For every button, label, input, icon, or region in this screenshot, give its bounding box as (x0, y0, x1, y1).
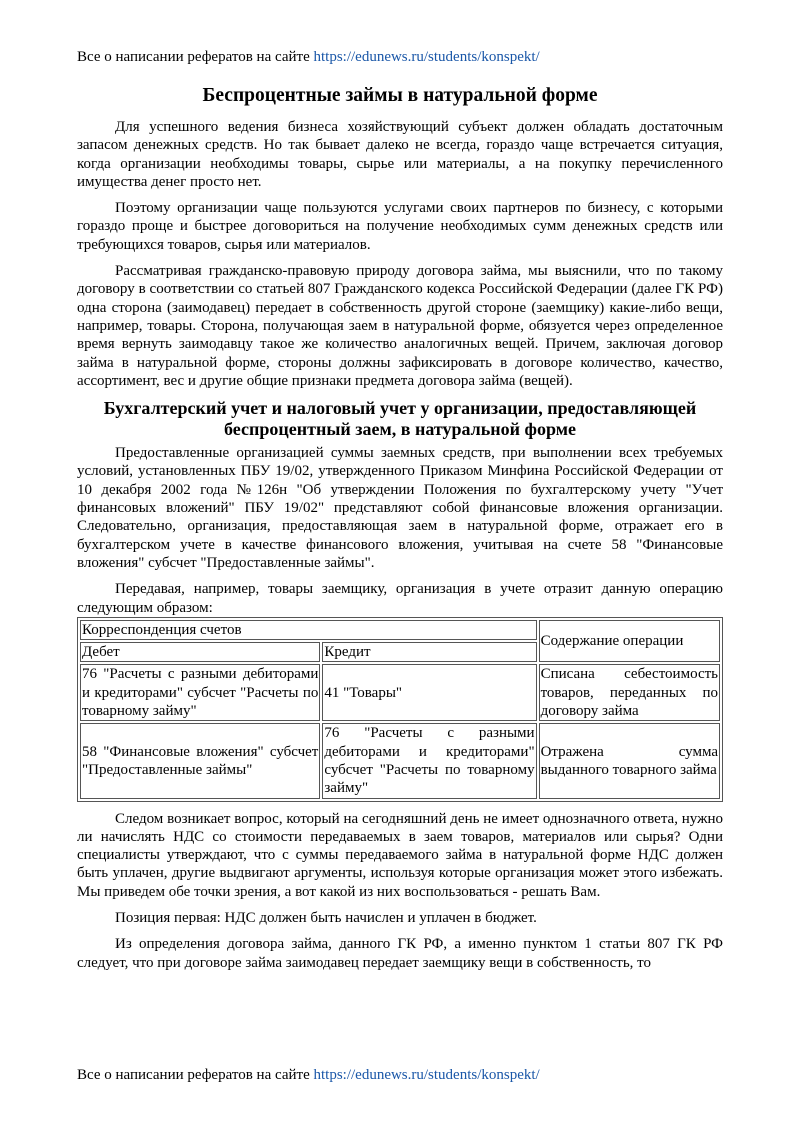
paragraph: Поэтому организации чаще пользуются услугами своих партнеров по бизнесу, с которыми гораздо проще и быстрее договориться на получение необходимых сумм денежных средств или требующихся товаров, сырья или материалов. (77, 200, 723, 253)
table-header-row (80, 620, 720, 640)
table-row (80, 664, 720, 721)
header-operation-content: Содержание операции (539, 620, 720, 663)
paragraph: Рассматривая гражданско-правовую природу договора займа, мы выяснили, что по такому договору в соответствии со статьей 807 Гражданского кодекса Российской Федерации (далее ГК РФ) одна сторона (заимодавец) передает в собственность другой стороне (заемщику) какие-либо вещи, например, товары. Сторона, получающая заем в натуральной форме, обязуется через определенное время вернуть заимодавцу такое же количество аналогичных вещей. Причем, заключая договор займа в натуральной форме, стороны должны зафиксировать в договоре количество, качество, ассортимент, вес и другие общие признаки предмета договора займа (вещей). (77, 263, 723, 389)
header-debit: Дебет (80, 642, 320, 662)
header-site-link[interactable]: https://edunews.ru/students/konspekt/ (313, 49, 540, 65)
paragraph: Из определения договора займа, данного ГК РФ, а именно пунктом 1 статьи 807 ГК РФ следует, что при договоре займа заимодавец передает заемщику вещи в собственность, то (77, 936, 723, 971)
document-title: Беспроцентные займы в натуральной форме (202, 85, 598, 106)
header-correspondence: Корреспонденция счетов (80, 620, 537, 640)
cell-debit: 76 "Расчеты с разными дебиторами и кредиторами" субсчет "Расчеты по товарному займу" (80, 664, 320, 721)
cell-content: Списана себестоимость товаров, переданных по договору займа (539, 664, 720, 721)
footer-site-link[interactable]: https://edunews.ru/students/konspekt/ (313, 1067, 540, 1083)
footer-runner (77, 1066, 540, 1084)
cell-debit: 58 "Финансовые вложения" субсчет "Предоставленные займы" (80, 723, 320, 798)
accounting-entries-table (77, 617, 723, 802)
header-runner (77, 48, 540, 66)
footer-runner-text: Все о написании рефератов на сайте (77, 1067, 314, 1083)
paragraph: Позиция первая: НДС должен быть начислен и уплачен в бюджет. (115, 909, 537, 926)
cell-credit: 41 "Товары" (322, 664, 536, 721)
cell-content: Отражена сумма выданного товарного займа (539, 723, 720, 798)
header-runner-text: Все о написании рефератов на сайте (77, 49, 314, 65)
table-row (80, 723, 720, 798)
section-heading: Бухгалтерский учет и налоговый учет у организации, предоставляющей беспроцентный заем, в натуральной форме (103, 398, 697, 440)
paragraph: Передавая, например, товары заемщику, организация в учете отразит данную операцию следующим образом: (77, 581, 723, 616)
paragraph: Для успешного ведения бизнеса хозяйствующий субъект должен обладать достаточным запасом денежных средств. Но так бывает далеко не всегда, гораздо чаще встречается ситуация, когда организации необходимы товары, сырье или материалы, а на покупку перечисленного имущества денег просто нет. (77, 119, 723, 190)
document-body (77, 84, 723, 980)
paragraph: Предоставленные организацией суммы заемных средств, при выполнении всех требуемых условий, установленных ПБУ 19/02, утвержденного Приказом Минфина Российской Федерации от 10 декабря 2002 года №126н "Об утверждении Положения по бухгалтерскому учету "Учет финансовых вложений" ПБУ 19/02" представляют собой финансовые вложения организации. Следовательно, организация, предоставляющая заем в натуральной форме, отражает его в бухгалтерском учете в качестве финансового вложения, учитывая на счете 58 "Финансовые вложения" субсчет "Предоставленные займы". (77, 445, 723, 571)
paragraph: Следом возникает вопрос, который на сегодняшний день не имеет однозначного ответа, нужно ли начислять НДС со стоимости передаваемых в заем товаров, материалов или сырья? Одни специалисты утверждают, что с суммы передаваемого займа в натуральной форме НДС должен быть уплачен, другие выдвигают аргументы, используя которые организация может этого избежать. Мы приведем обе точки зрения, а вот какой из них воспользоваться - решать Вам. (77, 810, 723, 900)
header-credit: Кредит (322, 642, 536, 662)
cell-credit: 76 "Расчеты с разными дебиторами и кредиторами" субсчет "Расчеты по товарному займу" (322, 723, 536, 798)
